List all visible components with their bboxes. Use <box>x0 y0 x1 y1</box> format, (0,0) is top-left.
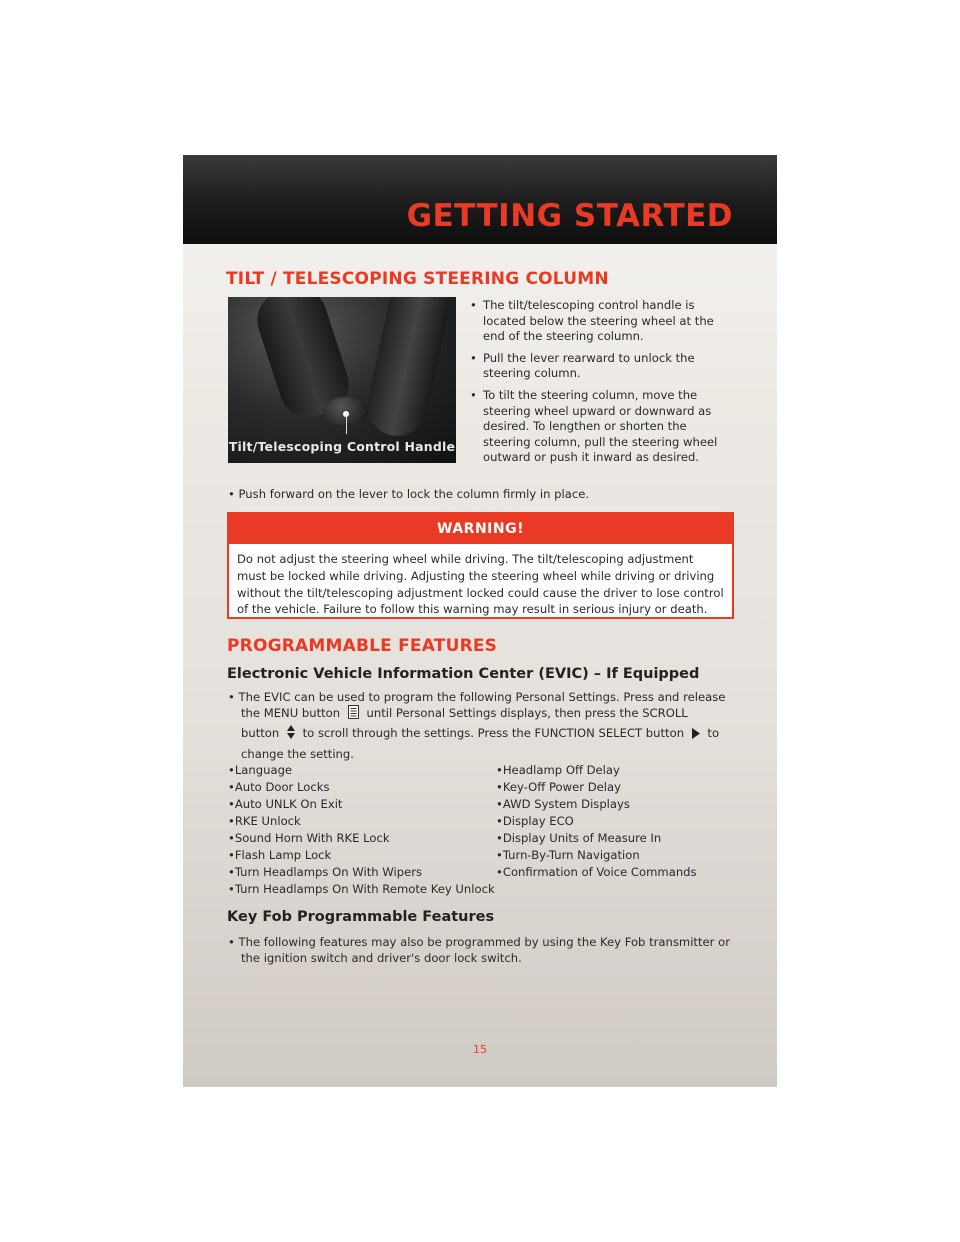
tilt-heading: TILT / TELESCOPING STEERING COLUMN <box>226 269 609 289</box>
list-item: • Turn Headlamps On With Remote Key Unlock <box>228 881 496 898</box>
manual-page <box>183 155 777 1087</box>
features-left <box>228 762 496 898</box>
list-item: • The tilt/telescoping control handle is located below the steering wheel at the end of the steering column. <box>467 298 737 345</box>
tilt-section <box>226 269 734 289</box>
features-list <box>228 762 736 898</box>
warning-body: Do not adjust the steering wheel while driving. The tilt/telescoping adjustment must be locked while driving. Adjusting the steering wheel while driving or driving without the tilt/telescoping adjustment locked could cause the driver to lose control of the vehicle. Failure to follow this warning may result in serious injury or death. <box>237 552 724 617</box>
photo-caption: Tilt/Telescoping Control Handle <box>228 439 456 454</box>
list-item: • RKE Unlock <box>228 813 496 830</box>
list-item: • Turn-By-Turn Navigation <box>496 847 697 864</box>
header-title: GETTING STARTED <box>406 198 733 234</box>
list-item: • Confirmation of Voice Commands <box>496 864 697 881</box>
list-item: • Auto UNLK On Exit <box>228 796 496 813</box>
page-header <box>183 155 777 244</box>
warning-title: WARNING! <box>229 514 732 544</box>
steering-column-photo <box>228 297 456 463</box>
keyfob-heading: Key Fob Programmable Features <box>227 909 495 925</box>
scroll-icon <box>287 725 295 743</box>
page-number: 15 <box>473 1043 487 1056</box>
list-item: • Headlamp Off Delay <box>496 762 697 779</box>
tilt-bullets <box>467 298 737 472</box>
list-item: • Sound Horn With RKE Lock <box>228 830 496 847</box>
list-item: • Language <box>228 762 496 779</box>
list-item: • AWD System Displays <box>496 796 697 813</box>
programmable-heading: PROGRAMMABLE FEATURES <box>227 636 498 656</box>
function-select-icon <box>692 727 700 743</box>
features-right <box>496 762 697 898</box>
menu-icon <box>348 705 359 723</box>
list-item: • Turn Headlamps On With Wipers <box>228 864 496 881</box>
keyfob-text: • The following features may also be programmed by using the Key Fob transmitter or the ignition switch and driver's door lock switch. <box>228 935 730 965</box>
lock-instruction: • Push forward on the lever to lock the column firmly in place. <box>228 487 590 501</box>
list-item: • Pull the lever rearward to unlock the steering column. <box>467 351 737 382</box>
evic-instructions: • The EVIC can be used to program the following Personal Settings. Press and release the MENU button until Personal Settings displays, then press the SCROLL button to scroll through the settings. Press the FUNCTION SELECT button to change the setting. <box>228 690 726 761</box>
evic-heading: Electronic Vehicle Information Center (EVIC) – If Equipped <box>227 666 700 682</box>
list-item: • Auto Door Locks <box>228 779 496 796</box>
list-item: • Flash Lamp Lock <box>228 847 496 864</box>
warning-box <box>227 512 734 619</box>
list-item: • To tilt the steering column, move the steering wheel upward or downward as desired. To lengthen or shorten the steering column, pull the steering wheel outward or push it inward as desired. <box>467 388 737 466</box>
list-item: • Key-Off Power Delay <box>496 779 697 796</box>
list-item: • Display ECO <box>496 813 697 830</box>
list-item: • Display Units of Measure In <box>496 830 697 847</box>
